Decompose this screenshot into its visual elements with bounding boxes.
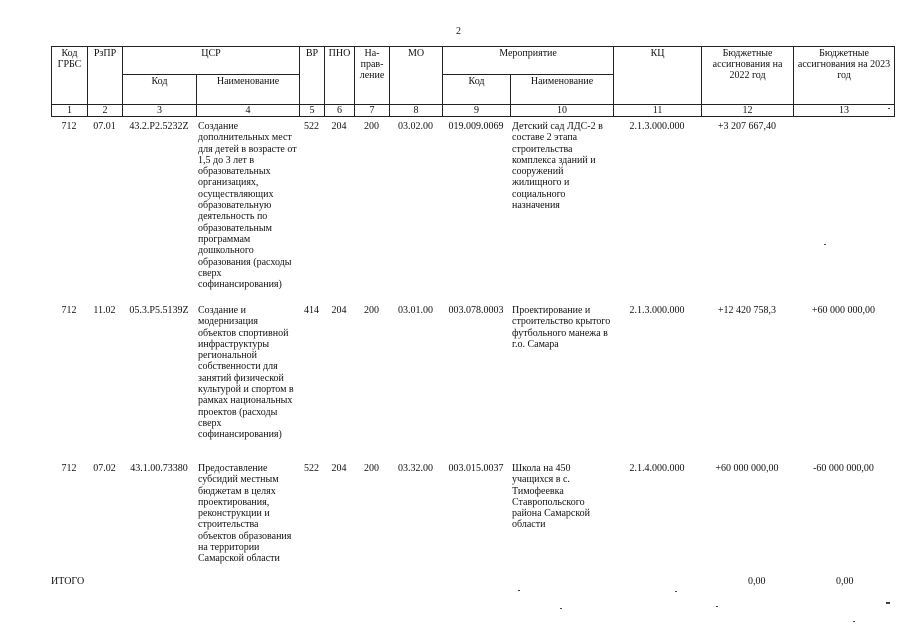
cell-direction: 200: [364, 463, 379, 474]
column-number: 12: [702, 105, 794, 117]
header-budget-2023: Бюджетные ассигнования на 2023 год: [794, 47, 895, 105]
cell-grbs: 712: [61, 121, 77, 132]
header-grbs: Код ГРБС: [52, 47, 88, 105]
scan-speck: [853, 621, 855, 622]
column-number: 4: [197, 105, 300, 117]
cell-event-name: Проектирование и строительство крытого футбольного манежа в г.о. Самара: [512, 305, 611, 350]
cell-mo: 03.32.00: [398, 463, 433, 474]
cell-event-name: Школа на 450 учащихся в с. Тимофеевка Ставропольского района Самарской области: [512, 463, 591, 531]
scan-speck: [716, 606, 718, 607]
cell-rzpr: 11.02: [93, 305, 116, 316]
cell-grbs: 712: [61, 305, 77, 316]
column-number: 10: [511, 105, 614, 117]
column-number: 2: [88, 105, 123, 117]
header-pno: ПНО: [325, 47, 355, 105]
table-header: [51, 46, 895, 117]
cell-vr: 414: [304, 305, 319, 316]
column-number: 1: [52, 105, 88, 117]
cell-budget-2022: +60 000 000,00: [715, 463, 779, 474]
cell-csr-code: 43.1.00.73380: [130, 463, 188, 474]
scan-speck: [888, 108, 890, 109]
page-number: 2: [456, 26, 461, 37]
total-budget-2023: 0,00: [836, 576, 854, 587]
cell-vr: 522: [304, 121, 319, 132]
cell-direction: 200: [364, 121, 379, 132]
cell-event-code: 003.015.0037: [448, 463, 504, 474]
cell-grbs: 712: [61, 463, 77, 474]
scan-speck: [824, 244, 826, 245]
cell-kc: 2.1.4.000.000: [629, 463, 685, 474]
header-event: Мероприятие: [443, 47, 614, 75]
header-kc: КЦ: [614, 47, 702, 105]
header-budget-2022: Бюджетные ассигнования на 2022 год: [702, 47, 794, 105]
header-csr-code: Код: [123, 75, 197, 105]
cell-mo: 03.01.00: [398, 305, 433, 316]
column-number: 11: [614, 105, 702, 117]
cell-rzpr: 07.02: [93, 463, 116, 474]
cell-csr-code: 05.3.P5.5139Z: [129, 305, 189, 316]
table-row: [51, 120, 894, 304]
header-csr-name: Наименование: [197, 75, 300, 105]
cell-pno: 204: [331, 463, 347, 474]
cell-event-name: Детский сад ЛДС-2 в составе 2 этапа строительства комплекса зданий и сооружений жилищного и социального назначения: [512, 121, 603, 212]
cell-csr-name: Создание и модернизация объектов спортивной инфраструктуры региональной собственности для занятий физической культурой и спортом в рамках национальных проектов (расходы сверх софинансирования): [198, 305, 294, 441]
cell-csr-name: Создание дополнительных мест для детей в возрасте от 1,5 до 3 лет в образовательных организациях, осуществляющих образовательную деятельность по образовательным программам дошкольного образования (расходы сверх софинансирования): [198, 121, 297, 291]
cell-budget-2023: [793, 120, 894, 304]
cell-kc: 2.1.3.000.000: [629, 121, 685, 132]
header-direction: На-прав-ление: [355, 47, 390, 105]
cell-event-code: 003.078.0003: [448, 305, 504, 316]
cell-pno: 204: [331, 305, 347, 316]
header-vr: ВР: [300, 47, 325, 105]
scan-speck: [560, 608, 562, 609]
cell-budget-2023: +60 000 000,00: [811, 305, 876, 316]
table-row: [51, 462, 894, 574]
column-number: 13: [794, 105, 895, 117]
cell-kc: 2.1.3.000.000: [629, 305, 685, 316]
column-number: 8: [390, 105, 443, 117]
cell-vr: 522: [304, 463, 319, 474]
header-rzpr: РзПР: [88, 47, 123, 105]
header-event-code: Код: [443, 75, 511, 105]
header-csr: ЦСР: [123, 47, 300, 75]
column-number: 5: [300, 105, 325, 117]
table-body: [51, 120, 894, 574]
scan-speck: [886, 602, 890, 604]
column-number: 3: [123, 105, 197, 117]
cell-rzpr: 07.01: [93, 121, 116, 132]
column-number: 6: [325, 105, 355, 117]
scan-speck: [675, 591, 677, 592]
column-number: 7: [355, 105, 390, 117]
cell-pno: 204: [331, 121, 347, 132]
cell-csr-name: Предоставление субсидий местным бюджетам в целях проектирования, реконструкции и строительства объектов образования на территории Самарской области: [198, 463, 292, 565]
total-budget-2022: 0,00: [748, 576, 766, 587]
header-mo: МО: [390, 47, 443, 105]
cell-event-code: 019.009.0069: [448, 121, 504, 132]
table-row: [51, 304, 894, 462]
header-event-name: Наименование: [511, 75, 614, 105]
column-number: 9: [443, 105, 511, 117]
cell-mo: 03.02.00: [398, 121, 433, 132]
total-label: ИТОГО: [51, 576, 85, 587]
cell-csr-code: 43.2.P2.5232Z: [129, 121, 189, 132]
cell-budget-2023: -60 000 000,00: [813, 463, 874, 474]
scan-speck: [518, 590, 520, 591]
cell-budget-2022: +3 207 667,40: [717, 121, 777, 132]
cell-direction: 200: [364, 305, 379, 316]
cell-budget-2022: +12 420 758,3: [717, 305, 777, 316]
